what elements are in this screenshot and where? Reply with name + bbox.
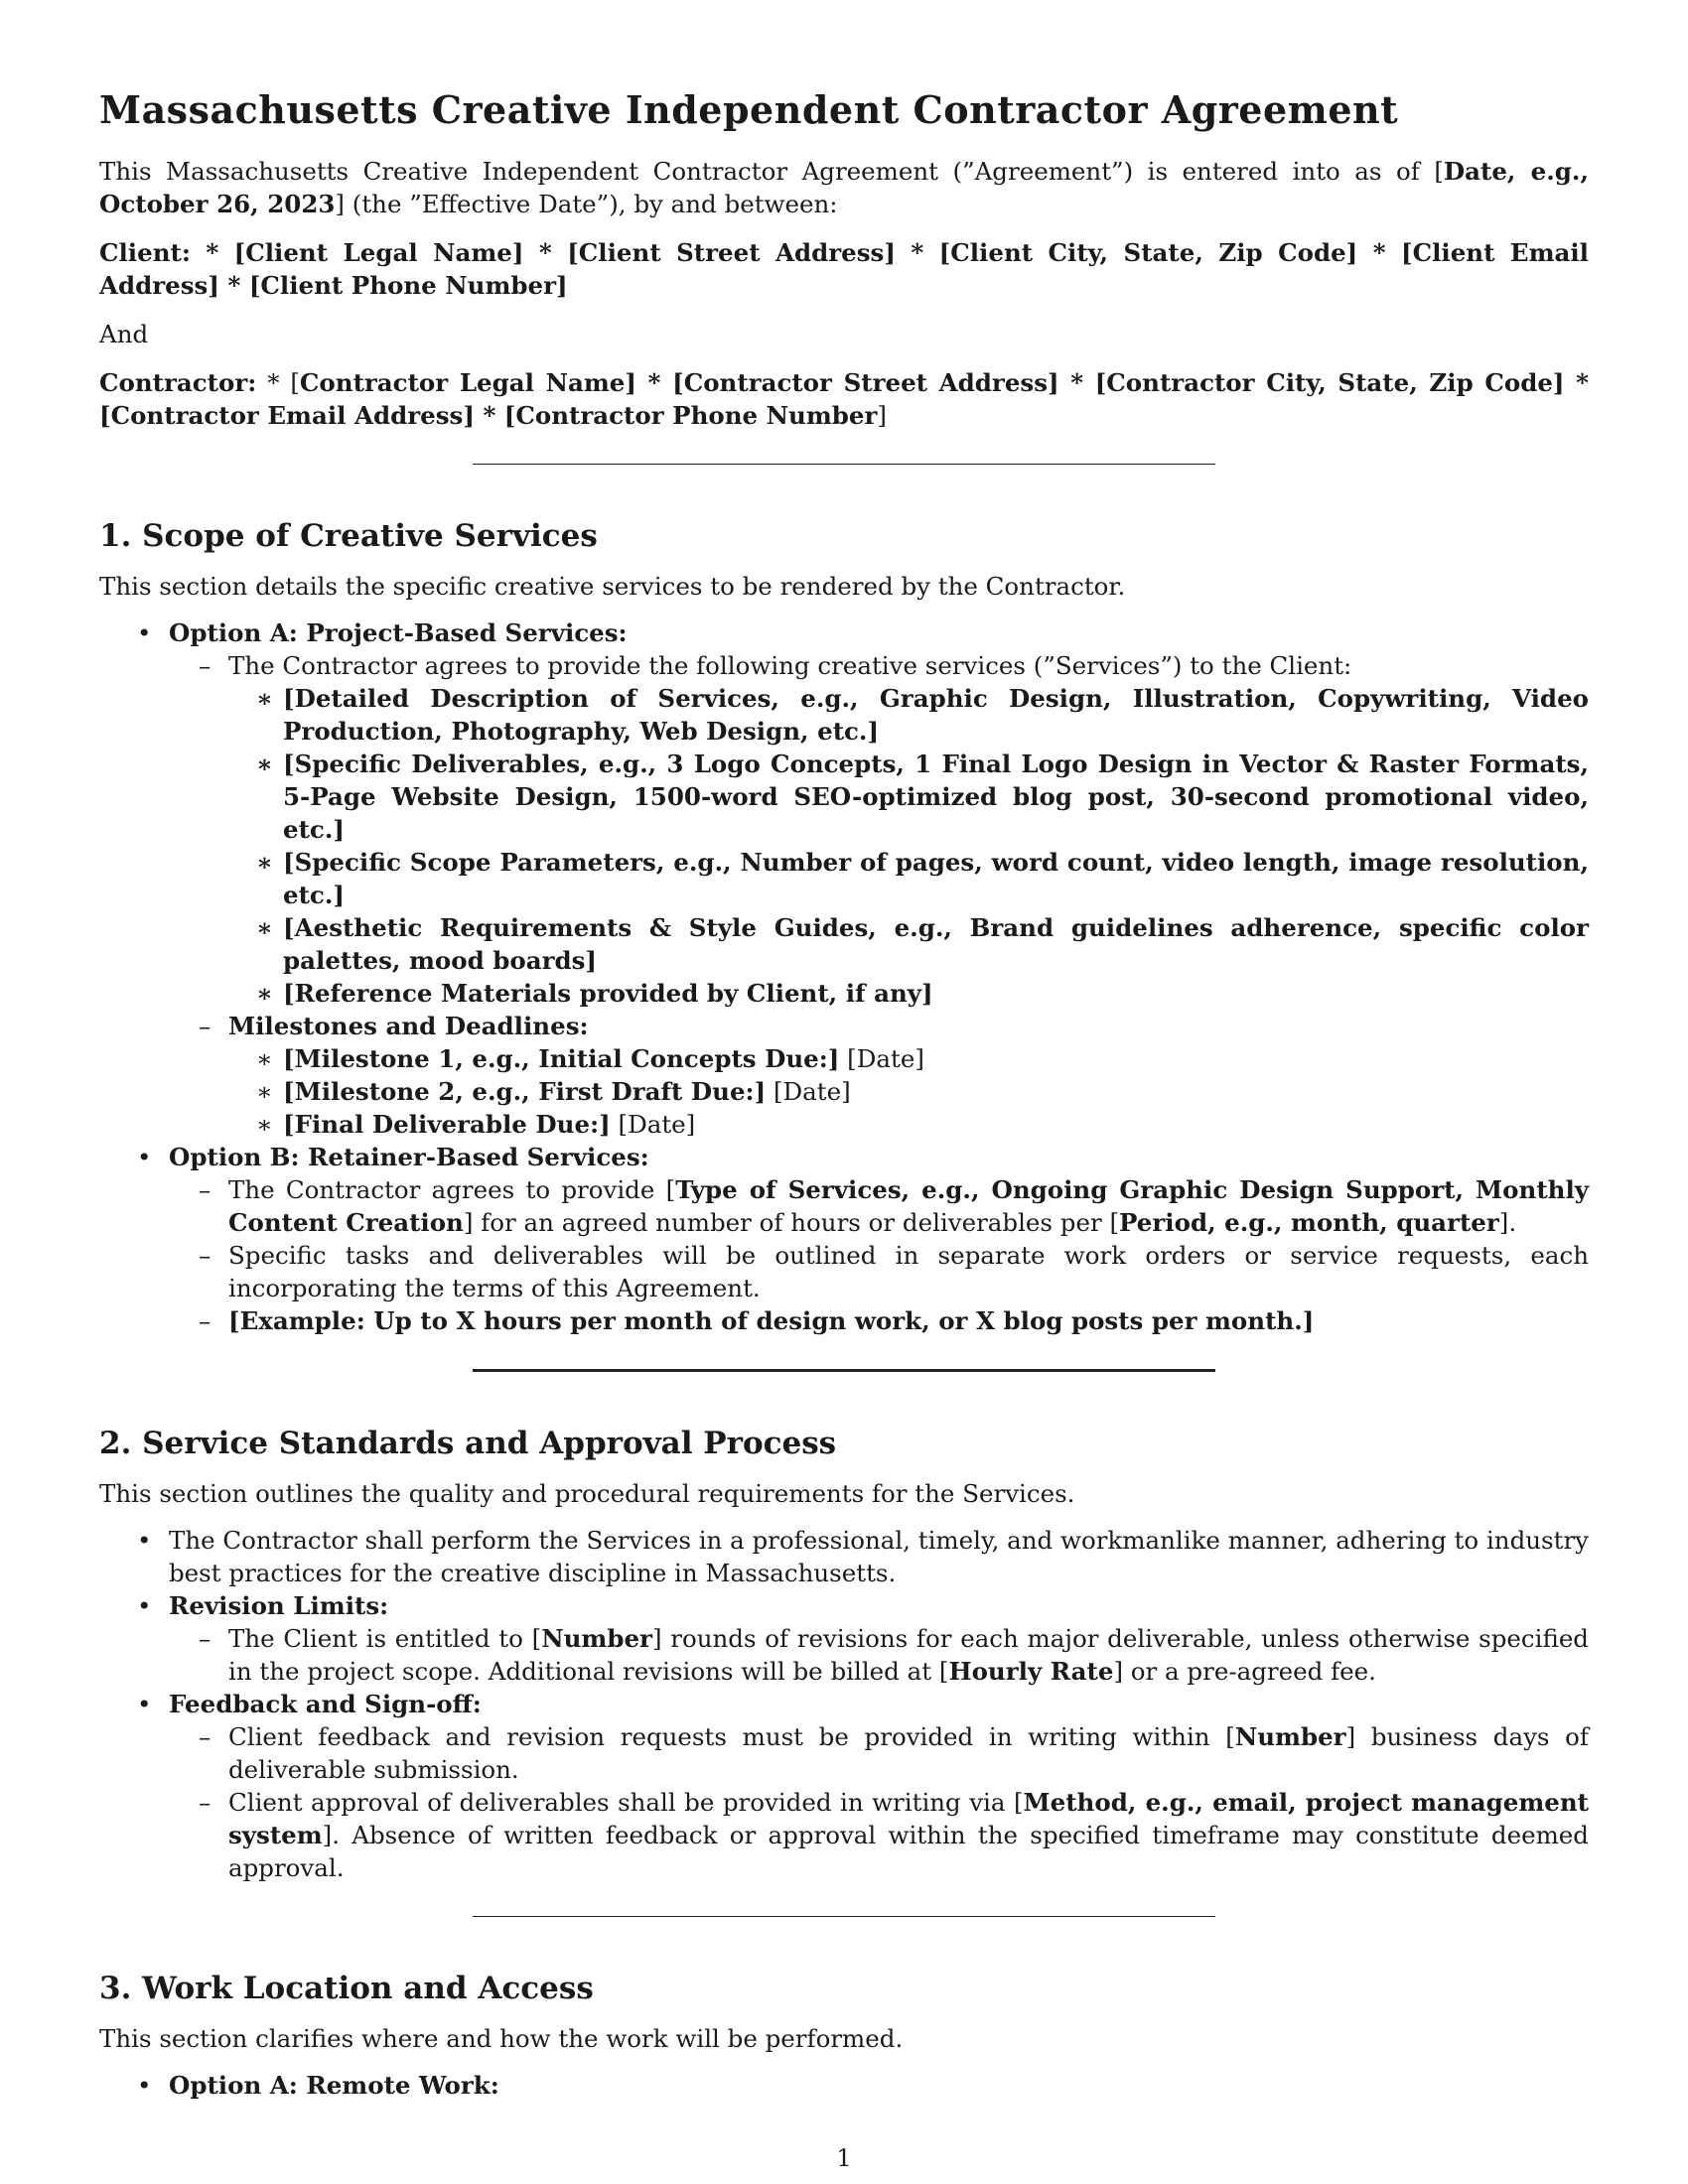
option-b-label: Option B: Retainer-Based Services: (169, 1143, 649, 1171)
contractor-close: ] (877, 401, 887, 430)
section-3-heading: 3. Work Location and Access (99, 1971, 594, 2006)
number-placeholder: Number (1234, 1722, 1346, 1751)
remote-work-label: Option A: Remote Work: (169, 2071, 499, 2100)
milestone-name: [Milestone 2, e.g., First Draft Due:] (283, 1077, 767, 1106)
contractor-details: Contractor Legal Name] * [Contractor Street Address] * [Contractor City, State, Zip Code] * [Contractor Email Address] * [Contractor Phone Number (99, 368, 1589, 430)
option-a-item (99, 616, 1589, 1141)
milestone-name: [Milestone 1, e.g., Initial Concepts Due:] (283, 1044, 840, 1073)
feedback-label: Feedback and Sign-off: (169, 1690, 482, 1718)
remote-work-item (99, 2069, 1589, 2102)
intro-text-end: ] (the ”Effective Date”), by and between: (335, 190, 838, 218)
intro-paragraph (99, 155, 1589, 220)
milestone-item (228, 1042, 1589, 1075)
approval-method-item: – Client approval of deliverables shall be provided in writing via [Method, e.g., email, project management system]. Absence of written feedback or approval within the specified timeframe may constitute deemed approval. (169, 1786, 1589, 1884)
service-item: ∗ [Specific Scope Parameters, e.g., Number of pages, word count, video length, image resolution, etc.] (228, 846, 1589, 911)
retainer-provide-item: – The Contractor agrees to provide [Type of Services, e.g., Ongoing Graphic Design Support, Monthly Content Creation] for an agreed number of hours or deliverables per [Period, e.g., month, quarter]. (169, 1173, 1589, 1239)
section-2-list (99, 1524, 1589, 1884)
milestones-label: Milestones and Deadlines: (228, 1012, 589, 1040)
divider (473, 1916, 1215, 1917)
section-1-list (99, 616, 1589, 1337)
document-title: Massachusetts Creative Independent Contractor Agreement (99, 87, 1399, 132)
service-item: ∗ [Aesthetic Requirements & Style Guides, e.g., Brand guidelines adherence, specific color palettes, mood boards] (228, 911, 1589, 977)
number-placeholder: Number (541, 1624, 652, 1653)
service-item: ∗ [Specific Deliverables, e.g., 3 Logo Concepts, 1 Final Logo Design in Vector & Raster Formats, 5-Page Website Design, 1500-word SEO-optimized blog post, 30-second promotional video, etc.] (228, 748, 1589, 846)
feedback-deadline-item: – Client feedback and revision requests must be provided in writing within [Number] business days of deliverable submission. (169, 1720, 1589, 1786)
contractor-sep: * [ (256, 368, 300, 397)
milestone-date: [Date] (839, 1044, 924, 1073)
page-number: 1 (836, 2144, 852, 2172)
professional-standard-item: • The Contractor shall perform the Services in a professional, timely, and workmanlike manner, adhering to industry best practices for the creative discipline in Massachusetts. (99, 1524, 1589, 1589)
feedback-item (99, 1688, 1589, 1884)
divider (473, 1369, 1215, 1372)
type-of-services-placeholder: Type of Services, e.g., Ongoing Graphic Design Support, Monthly Content Creation (228, 1175, 1589, 1237)
milestones-item (169, 1010, 1589, 1141)
section-1-heading: 1. Scope of Creative Services (99, 518, 598, 554)
milestone-date: [Date] (610, 1110, 696, 1139)
retainer-example-item (169, 1304, 1589, 1337)
client-block (99, 236, 1589, 302)
and-word: And (99, 320, 149, 348)
provide-services-text: The Contractor agrees to provide the following creative services (”Services”) to the Client: (228, 651, 1352, 680)
client-label: Client: (99, 238, 191, 267)
milestone-name: [Final Deliverable Due:] (283, 1110, 611, 1139)
section-2-heading: 2. Service Standards and Approval Process (99, 1426, 837, 1461)
period-placeholder: Period, e.g., month, quarter (1119, 1208, 1499, 1237)
effective-date-placeholder: Date, e.g., October 26, 2023 (99, 157, 1589, 218)
work-orders-item: – Specific tasks and deliverables will be outlined in separate work orders or service requests, each incorporating the terms of this Agreement. (169, 1239, 1589, 1304)
revision-limits-item (99, 1589, 1589, 1688)
section-1-intro: This section details the specific creative services to be rendered by the Contractor. (99, 572, 1126, 601)
milestone-item (228, 1075, 1589, 1108)
contractor-label: Contractor: (99, 368, 257, 397)
option-b-item (99, 1141, 1589, 1337)
intro-text: This Massachusetts Creative Independent Contractor Agreement (”Agreement”) is entered into as of [ (99, 157, 1444, 186)
revision-rounds-item: – The Client is entitled to [Number] rounds of revisions for each major deliverable, unless otherwise specified in the project scope. Additional revisions will be billed at [Hourly Rate] or a pre-agreed fee. (169, 1622, 1589, 1688)
milestone-date: [Date] (766, 1077, 851, 1106)
section-3-list (99, 2069, 1589, 2102)
divider (473, 464, 1215, 465)
section-3-intro: This section clarifies where and how the work will be performed. (99, 2024, 904, 2053)
hourly-rate-placeholder: Hourly Rate (948, 1657, 1114, 1686)
method-placeholder: Method, e.g., email, project management system (228, 1788, 1589, 1849)
milestone-item (228, 1108, 1589, 1141)
document-page (99, 87, 1589, 2102)
contractor-block (99, 366, 1589, 432)
service-item: ∗ [Detailed Description of Services, e.g., Graphic Design, Illustration, Copywriting, Video Production, Photography, Web Design, etc.] (228, 682, 1589, 748)
revision-limits-label: Revision Limits: (169, 1591, 389, 1620)
client-details: * [Client Legal Name] * [Client Street Address] * [Client City, State, Zip Code] * [Client Email Address] * [Client Phone Number] (99, 238, 1589, 300)
option-a-label: Option A: Project-Based Services: (169, 618, 628, 647)
section-2-intro: This section outlines the quality and procedural requirements for the Services. (99, 1479, 1075, 1508)
service-item: ∗ [Reference Materials provided by Client, if any] (228, 977, 1589, 1010)
provide-services-item (169, 649, 1589, 1010)
retainer-example: [Example: Up to X hours per month of design work, or X blog posts per month.] (228, 1306, 1315, 1335)
